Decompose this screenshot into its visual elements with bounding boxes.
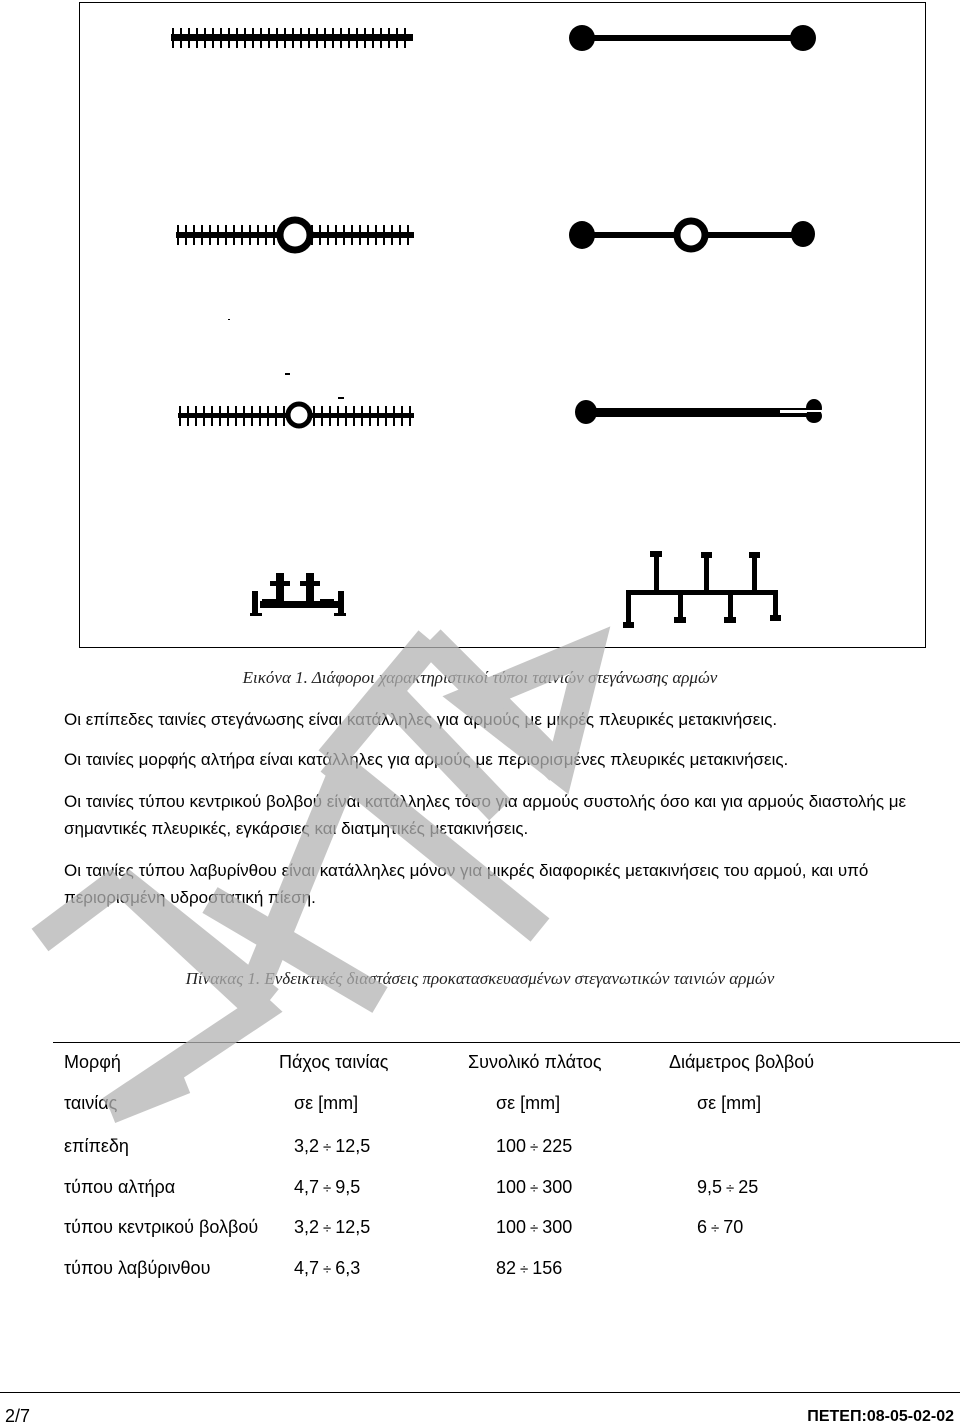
range-symbol: ÷: [711, 1220, 720, 1237]
table-cell-bulb: [697, 1177, 758, 1198]
labyrinth-small-profile: [250, 573, 346, 616]
table-top-rule: [53, 1042, 960, 1043]
table-cell-thickness: [294, 1136, 370, 1157]
range-min: 100: [496, 1136, 527, 1156]
range-min: 3,2: [294, 1217, 320, 1237]
range-symbol: ÷: [323, 1261, 332, 1278]
waterstop-profiles-drawing: [80, 3, 927, 649]
table-cell-width: [496, 1136, 572, 1157]
header-bulb-line1: Διάμετρος βολβού: [669, 1052, 815, 1072]
range-max: 9,5: [335, 1177, 361, 1197]
range-max: 12,5: [335, 1136, 371, 1156]
labyrinth-large-profile: [623, 551, 781, 628]
header-form-line1: Μορφή: [64, 1052, 121, 1072]
range-max: 300: [542, 1217, 573, 1237]
ribbed-small-bulb-profile: [178, 319, 414, 426]
header-width-line1: Συνολικό πλάτος: [468, 1052, 602, 1072]
table-caption: Πίνακας 1. Ενδεικτικές διαστάσεις προκατασκευασμένων στεγανωτικών ταινιών αρμών: [185, 969, 775, 988]
range-max: 12,5: [335, 1217, 371, 1237]
table-cell-thickness: [294, 1177, 360, 1198]
footer-rule: [0, 1392, 960, 1393]
document-code: ΠΕΤΕΠ:08-05-02-02: [807, 1408, 954, 1425]
paragraph-labyrinth-strips: Οι ταινίες τύπου λαβυρίνθου είναι κατάλληλες μόνον για μικρές διαφορικές μετακινήσεις του αρμού, και υπό περιορισμένη υδροστατική πίεση.: [64, 861, 869, 907]
range-max: 25: [738, 1177, 759, 1197]
range-symbol: ÷: [530, 1139, 539, 1156]
range-symbol: ÷: [520, 1261, 529, 1278]
range-max: 156: [532, 1258, 563, 1278]
table-cell-thickness: [294, 1258, 360, 1279]
range-symbol: ÷: [530, 1180, 539, 1197]
table-cell-form: επίπεδη: [64, 1136, 129, 1156]
range-min: 82: [496, 1258, 517, 1278]
figure-waterstop-types: [79, 2, 926, 648]
range-min: 4,7: [294, 1177, 320, 1197]
dumbbell-central-bulb-profile: [569, 221, 815, 249]
header-form-line2: ταινίας: [64, 1093, 118, 1113]
table-cell-form: τύπου αλτήρα: [64, 1177, 176, 1197]
page-number: 2/7: [5, 1406, 31, 1426]
range-symbol: ÷: [726, 1180, 735, 1197]
range-symbol: ÷: [323, 1180, 332, 1197]
range-max: 70: [723, 1217, 744, 1237]
range-max: 300: [542, 1177, 573, 1197]
header-thickness-line2: σε [mm]: [294, 1093, 359, 1113]
range-min: 3,2: [294, 1136, 320, 1156]
range-min: 100: [496, 1177, 527, 1197]
figure-caption: Εικόνα 1. Διάφοροι χαρακτηριστικοί τύποι ταινιών στεγάνωσης αρμών: [242, 668, 718, 687]
range-min: 6: [697, 1217, 708, 1237]
paragraph-central-bulb-strips: Οι ταινίες τύπου κεντρικού βολβού είναι κατάλληλες τόσο για αρμούς συστολής όσο και για αρμούς διαστολής με σημαντικές πλευρικές, εγκάρσιες και διατμητικές μετακινήσεις.: [64, 792, 907, 838]
watermark-sigma: [40, 880, 270, 1110]
table-cell-thickness: [294, 1217, 370, 1238]
table-cell-width: [496, 1177, 572, 1198]
table-cell-width: [496, 1217, 572, 1238]
range-max: 225: [542, 1136, 573, 1156]
flat-ribbed-strip-profile: [171, 28, 413, 48]
range-min: 9,5: [697, 1177, 723, 1197]
header-bulb-line2: σε [mm]: [697, 1093, 762, 1113]
header-thickness-line1: Πάχος ταινίας: [279, 1052, 389, 1072]
range-max: 6,3: [335, 1258, 361, 1278]
header-width-line2: σε [mm]: [496, 1093, 561, 1113]
range-symbol: ÷: [530, 1220, 539, 1237]
table-cell-bulb: [697, 1217, 743, 1238]
paragraph-dumbbell-strips: Οι ταινίες μορφής αλτήρα είναι κατάλληλες για αρμούς με περιορισμένες πλευρικές μετακινήσεις.: [64, 750, 789, 769]
table-cell-form: τύπου λαβύρινθου: [64, 1258, 211, 1278]
range-symbol: ÷: [323, 1139, 332, 1156]
dumbbell-split-end-profile: [575, 399, 826, 424]
ribbed-central-bulb-profile: [176, 220, 414, 250]
table-cell-width: [496, 1258, 562, 1279]
range-min: 100: [496, 1217, 527, 1237]
range-symbol: ÷: [323, 1220, 332, 1237]
dumbbell-profile: [569, 25, 816, 51]
table-cell-form: τύπου κεντρικού βολβού: [64, 1217, 259, 1237]
paragraph-flat-strips: Οι επίπεδες ταινίες στεγάνωσης είναι κατάλληλες για αρμούς με μικρές πλευρικές μετακινήσεις.: [64, 710, 778, 729]
range-min: 4,7: [294, 1258, 320, 1278]
